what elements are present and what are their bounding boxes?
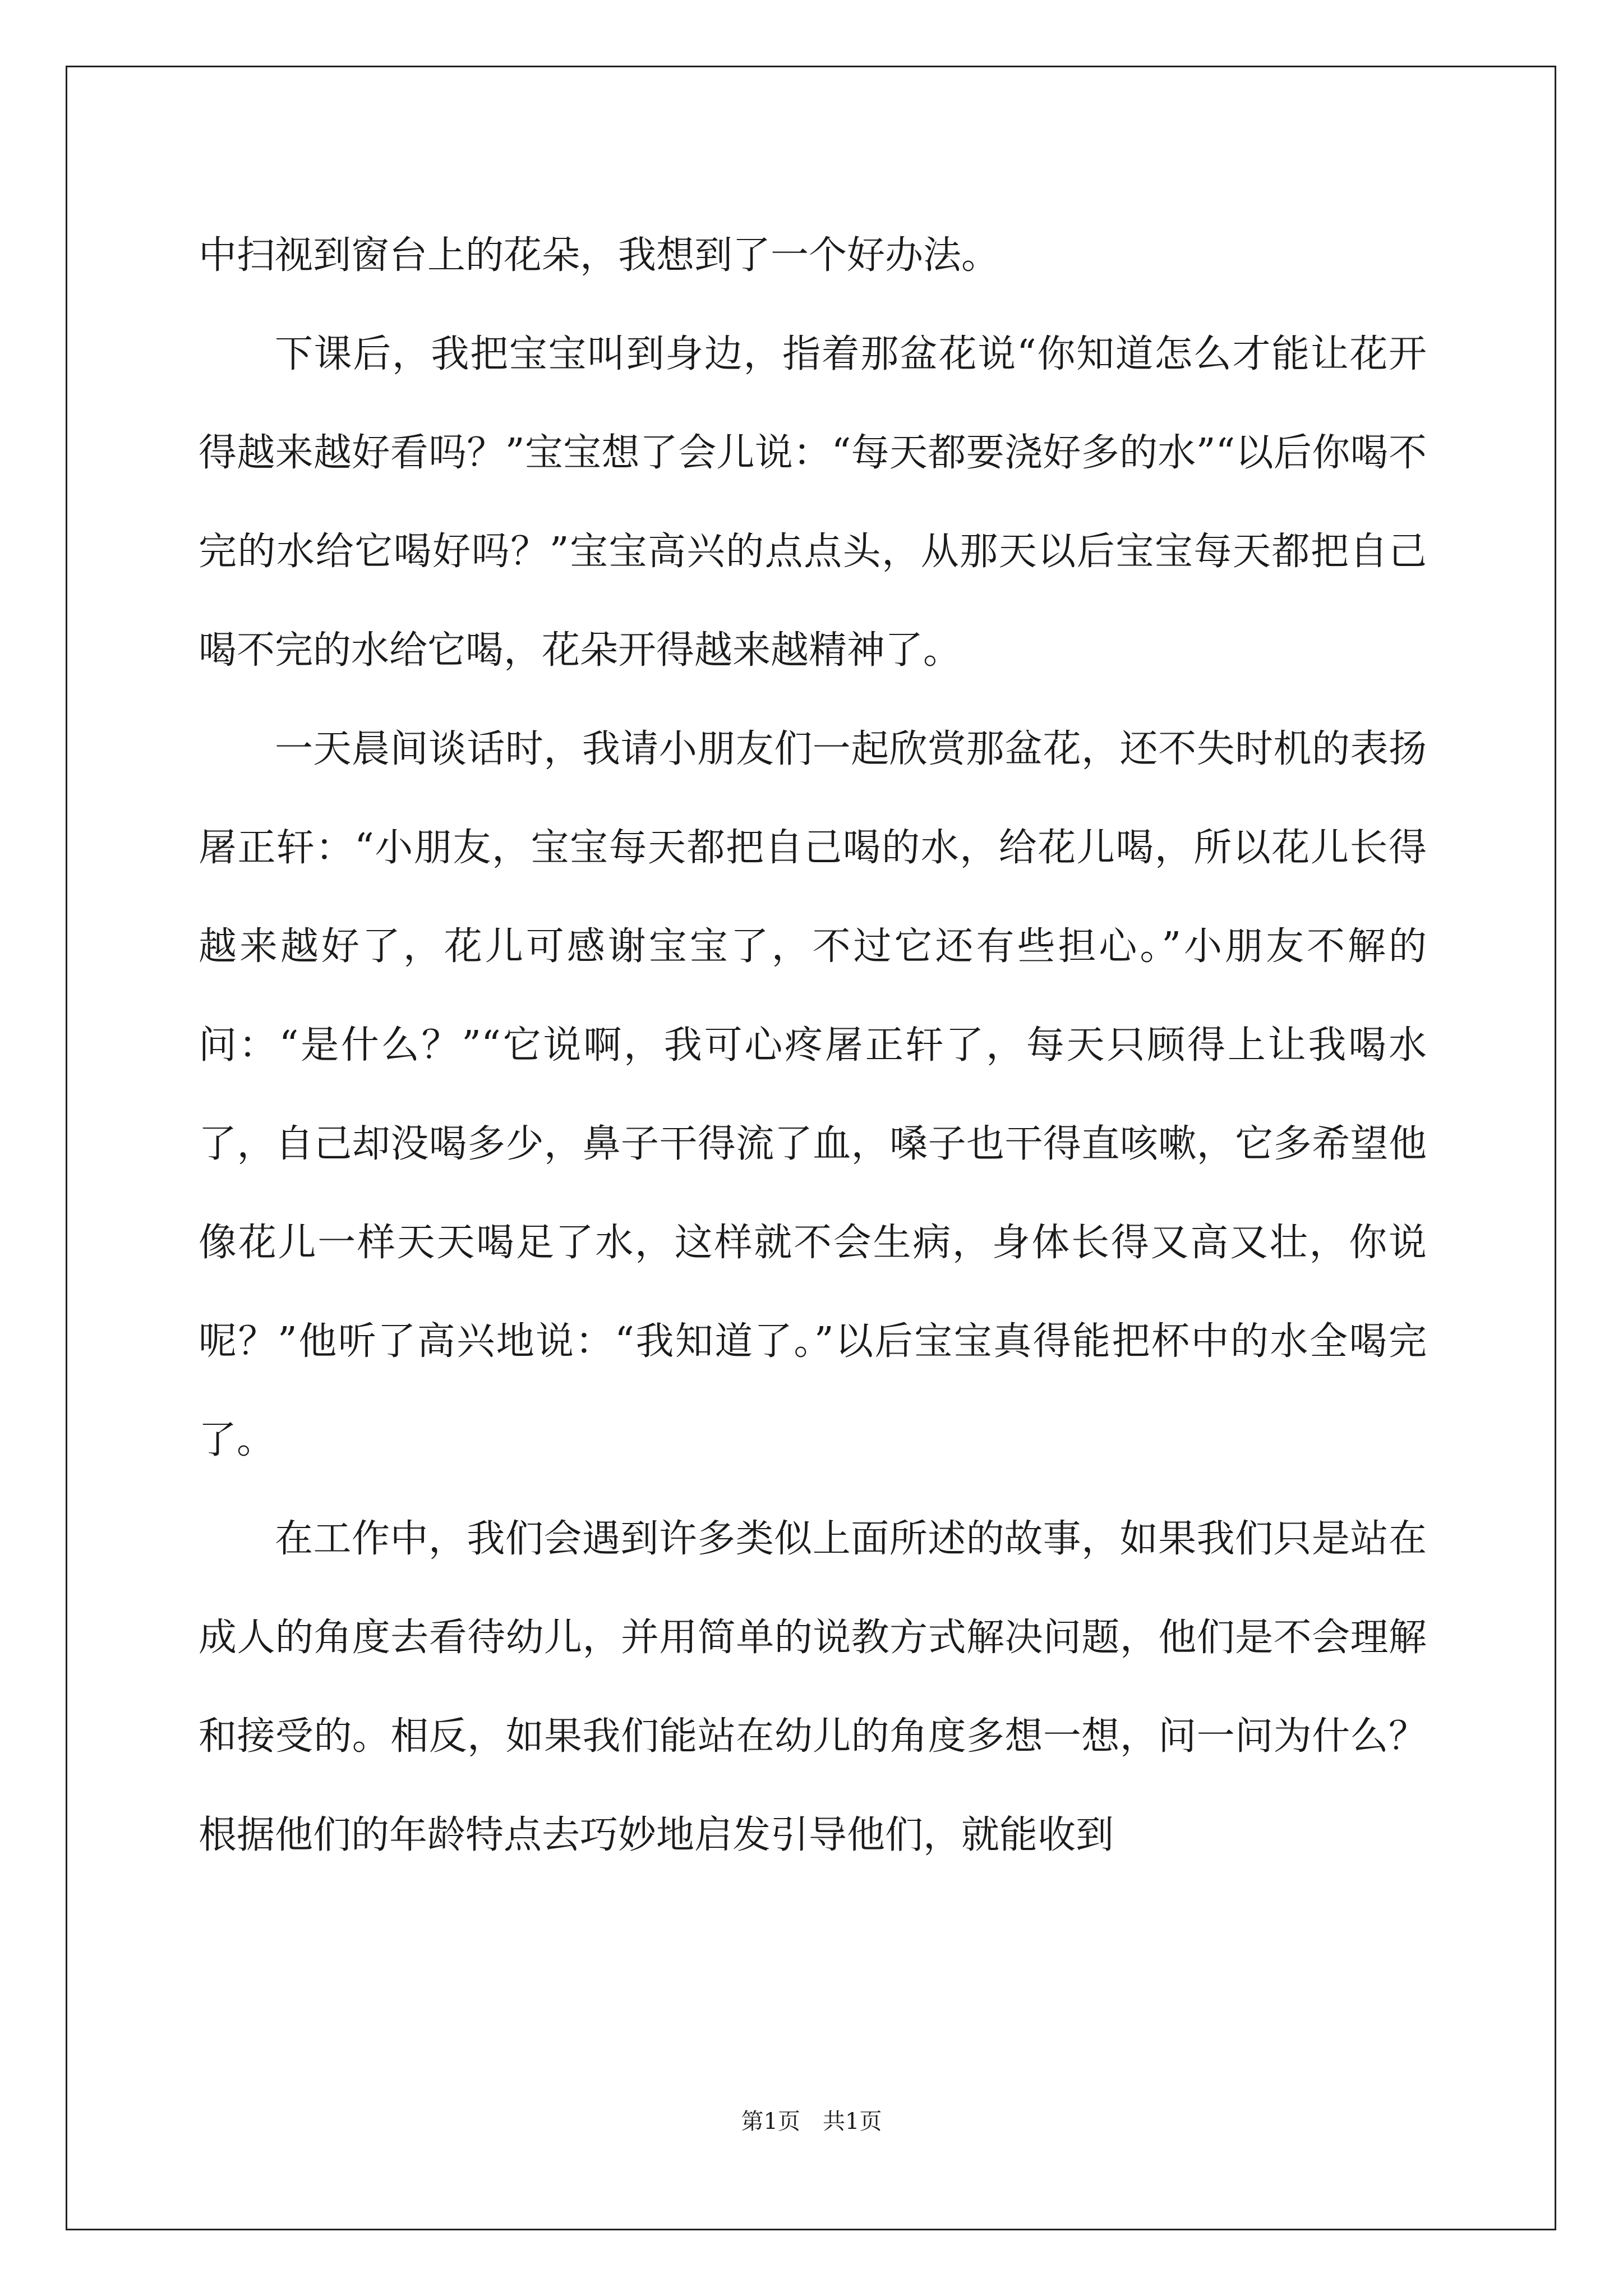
paragraph-2: 下课后，我把宝宝叫到身边，指着那盆花说“你知道怎么才能让花开得越来越好看吗？”宝宝想了会儿说：“每天都要浇好多的水”“以后你喝不完的水给它喝好吗？”宝宝高兴的点点头，从那天以后宝宝每天都把自己喝不完的水给它喝，花朵开得越来越精神了。 <box>199 332 1427 673</box>
paragraph-3: 一天晨间谈话时，我请小朋友们一起欣赏那盆花，还不失时机的表扬屠正轩：“小朋友，宝宝每天都把自己喝的水，给花儿喝，所以花儿长得越来越好了，花儿可感谢宝宝了，不过它还有些担心。”小朋友不解的问：“是什么？”“它说啊，我可心疼屠正轩了，每天只顾得上让我喝水了，自己却没喝多少，鼻子干得流了血，嗓子也干得直咳嗽，它多希望他像花儿一样天天喝足了水，这样就不会生病，身体长得又高又壮，你说呢？”他听了高兴地说：“我知道了。”以后宝宝真得能把杯中的水全喝完了。 <box>199 727 1427 1462</box>
page-number: 第1页 <box>741 2109 800 2134</box>
paragraph-1: 中扫视到窗台上的花朵，我想到了一个好办法。 <box>199 233 1000 278</box>
document-body <box>199 206 1427 1885</box>
page-footer <box>0 2104 1623 2136</box>
paragraph-4: 在工作中，我们会遇到许多类似上面所述的故事，如果我们只是站在成人的角度去看待幼儿，并用简单的说教方式解决问题，他们是不会理解和接受的。相反，如果我们能站在幼儿的角度多想一想，问一问为什么？根据他们的年龄特点去巧妙地启发引导他们，就能收到 <box>199 1517 1427 1857</box>
page-total: 共1页 <box>823 2109 882 2134</box>
